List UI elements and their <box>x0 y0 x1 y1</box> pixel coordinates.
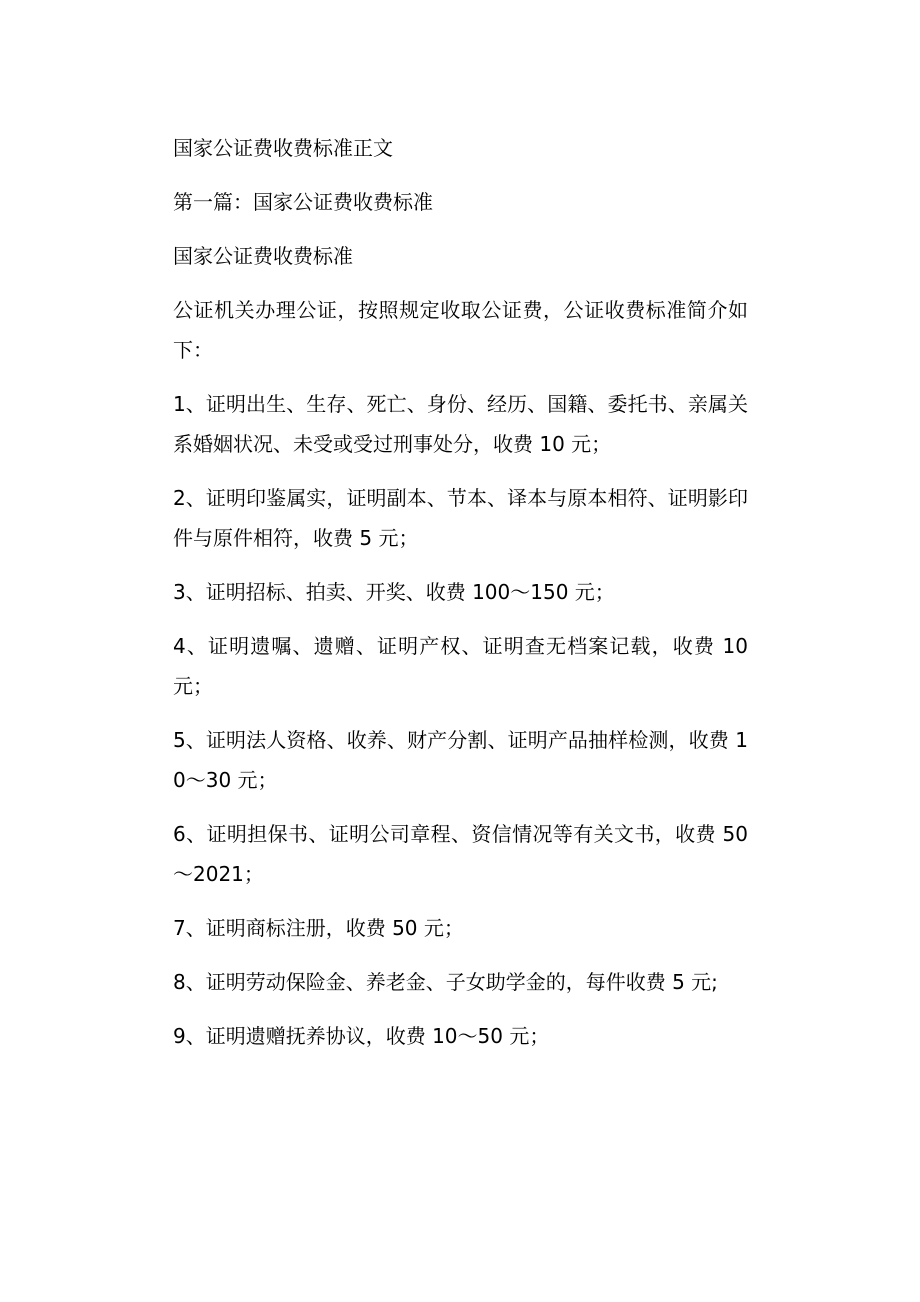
fee-item-5: 5、证明法人资格、收养、财产分割、证明产品抽样检测，收费 10～30 元； <box>173 728 748 792</box>
fee-item-7: 7、证明商标注册，收费 50 元； <box>173 916 464 940</box>
fee-item-6: 6、证明担保书、证明公司章程、资信情况等有关文书，收费 50～2021； <box>173 822 748 886</box>
fee-item-8: 8、证明劳动保险金、养老金、子女助学金的，每件收费 5 元; <box>173 970 718 994</box>
fee-item-4: 4、证明遗嘱、遗赠、证明产权、证明查无档案记载，收费 10 元； <box>173 634 748 698</box>
document-body <box>173 128 748 1070</box>
fee-item-1: 1、证明出生、生存、死亡、身份、经历、国籍、委托书、亲属关系婚姻状况、未受或受过刑事处分，收费 10 元； <box>173 392 748 456</box>
intro-paragraph: 公证机关办理公证，按照规定收取公证费，公证收费标准简介如下： <box>173 298 748 362</box>
fee-item-2: 2、证明印鉴属实，证明副本、节本、译本与原本相符、证明影印件与原件相符，收费 5 元； <box>173 486 748 550</box>
fee-item-9: 9、证明遗赠抚养协议，收费 10～50 元； <box>173 1024 550 1048</box>
chapter-heading: 第一篇：国家公证费收费标准 <box>173 190 433 214</box>
document-title: 国家公证费收费标准正文 <box>173 136 393 160</box>
section-heading: 国家公证费收费标准 <box>173 244 353 268</box>
fee-item-3: 3、证明招标、拍卖、开奖、收费 100～150 元； <box>173 580 615 604</box>
